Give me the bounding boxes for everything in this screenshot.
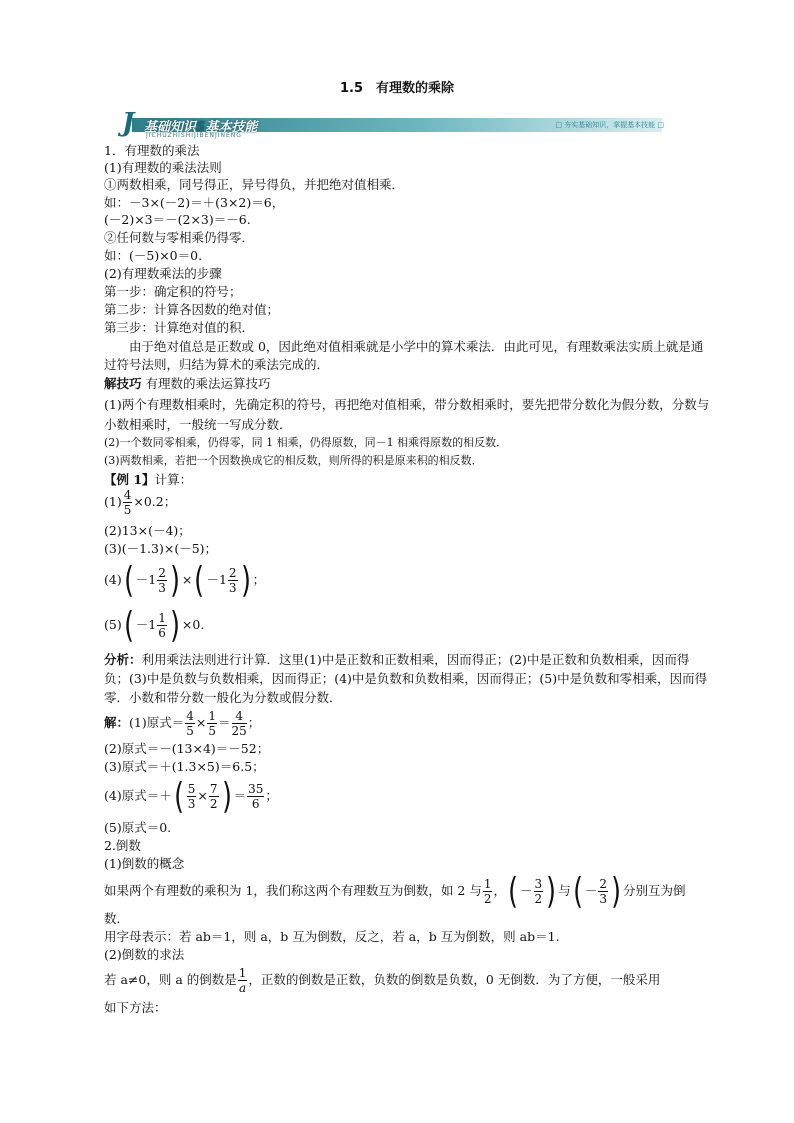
fraction: [185, 709, 195, 738]
whole-part: －1: [135, 572, 157, 587]
step-1: 第一步：确定积的符号；: [104, 284, 242, 299]
denominator: 6: [158, 626, 166, 640]
solution-2: (2)原式＝－(13×4)＝－52；: [104, 741, 270, 756]
subheading: (2)有理数乘法的步骤: [104, 266, 222, 281]
denominator: 3: [187, 797, 196, 811]
solution-4: [104, 776, 278, 816]
step-2: 第二步：计算各因数的绝对值；: [104, 302, 280, 317]
analysis-label: 分析：: [104, 652, 142, 667]
left-paren: (: [123, 559, 134, 601]
solution-label: 解：: [104, 715, 130, 730]
whole-part: －1: [206, 572, 227, 587]
reciprocal-definition: [104, 872, 686, 910]
solution-text: (4)原式＝＋: [104, 788, 172, 803]
example-line: 如：－3×(－2)＝＋(3×2)＝6，: [104, 195, 285, 210]
fraction: [207, 709, 217, 738]
solution-text: ；: [265, 788, 278, 803]
solution-5: (5)原式＝0.: [104, 820, 172, 835]
denominator: 2: [534, 892, 543, 906]
banner-subtitle: JICHUZHISHIJIBENJINENG: [146, 132, 242, 139]
numerator: 1: [158, 611, 166, 625]
paragraph: 由于绝对值总是正数或 0，因此绝对值相乘就是小学中的算术乘法．由此可见，有理数乘法实质上就是通过符号法则，归结为算术的乘法完成的．: [104, 339, 704, 372]
denominator: 5: [123, 503, 132, 517]
numerator: 35: [248, 782, 264, 796]
right-paren: ): [169, 559, 180, 601]
denominator: 3: [599, 892, 607, 906]
right-paren: ): [546, 870, 557, 912]
method-text: 若 a≠0，则 a 的倒数是: [104, 972, 237, 987]
example-prompt: 计算：: [154, 472, 193, 487]
operator: ＝: [218, 715, 231, 730]
numerator: 4: [123, 488, 132, 502]
denominator: 3: [158, 581, 166, 595]
banner-title-2: 基本技能: [205, 120, 258, 135]
banner-logo: J: [122, 108, 135, 138]
tip-heading: [104, 376, 271, 392]
question-4: [104, 560, 265, 600]
definition-text: 如果两个有理数的乘积为 1，我们称这两个有理数互为倒数，如 2 与: [104, 883, 482, 898]
numerator: 4: [232, 709, 247, 724]
right-paren: ): [611, 870, 621, 912]
subheading: (1)倒数的概念: [104, 856, 185, 871]
fraction: [598, 877, 608, 906]
numerator: 1: [208, 709, 216, 723]
question-number: (1): [104, 494, 122, 509]
denominator: 2: [209, 797, 218, 811]
denominator: 2: [483, 892, 492, 906]
example-label: 【例 1】: [104, 472, 155, 487]
numerator: 1: [238, 966, 247, 980]
definition-text: 与: [558, 883, 571, 898]
denominator: 3: [228, 581, 237, 595]
method-text: 如下方法：: [104, 1000, 167, 1015]
tip-label: 解技巧: [104, 376, 142, 391]
fraction: [247, 782, 264, 811]
numerator: 1: [483, 877, 492, 891]
subheading: (1)有理数的乘法法则: [104, 160, 222, 175]
fraction: [534, 877, 544, 906]
denominator: a: [239, 981, 247, 995]
fraction: [157, 611, 167, 640]
method-text: ，正数的倒数是正数，负数的倒数是负数，0 无倒数．为了方便，一般采用: [248, 972, 661, 987]
left-paren: (: [508, 870, 518, 912]
right-paren: ): [169, 604, 180, 646]
tip-title: 有理数的乘法运算技巧: [145, 376, 271, 391]
numerator: 2: [228, 566, 237, 580]
example-line: (－2)×3＝－(2×3)＝－6.: [104, 212, 251, 227]
solution-3: (3)原式＝＋(1.3×5)＝6.5；: [104, 759, 265, 774]
definition-text: 数．: [104, 911, 130, 926]
right-paren: ): [221, 775, 232, 817]
section-heading: 2.倒数: [104, 838, 141, 853]
step-3: 第三步：计算绝对值的积．: [104, 320, 255, 335]
question-3: (3)(－1.3)×(－5)；: [104, 541, 218, 556]
left-paren: (: [173, 775, 184, 817]
denominator: 5: [186, 724, 194, 738]
numerator: 2: [599, 877, 607, 891]
solution-text: (1)原式＝: [129, 715, 185, 730]
section-heading: 1．有理数的乘法: [104, 143, 200, 158]
question-number: (5): [104, 617, 122, 632]
tip-3: (3)两数相乘，若把一个因数换成它的相反数，则所得的积是原来积的相反数．: [104, 454, 483, 467]
page-title: 1.5 有理数的乘除: [339, 81, 455, 96]
question-1: [104, 486, 176, 518]
numerator: 3: [534, 877, 543, 891]
denominator: 6: [251, 797, 260, 811]
subheading: (2)倒数的求法: [104, 947, 185, 962]
fraction: [123, 488, 133, 517]
analysis-text: 利用乘法法则进行计算．这里(1)中是正数和正数相乘，因而得正；(2)中是正数和负数相乘，因而得负；(3)中是负数与负数相乘，因而得正；(4)中是负数和负数相乘，因而得正；(5)中是负数和零相乘，因而得零．小数和带分数一般化为分数或假分数．: [104, 652, 708, 705]
banner-slogan: □ 夯实基础知识，掌握基本技能 □: [555, 121, 664, 129]
letter-notation: 用字母表示：若 ab＝1，则 a，b 互为倒数，反之，若 a，b 互为倒数，则 ab＝1.: [104, 929, 560, 944]
left-paren: (: [572, 870, 583, 912]
operator: ×: [181, 572, 193, 587]
sign: －: [520, 883, 533, 898]
definition-text: 分别互为倒: [623, 883, 686, 898]
solution-1: [104, 706, 260, 740]
question-5: [104, 605, 204, 645]
question-text: ；: [252, 572, 266, 587]
fraction: [483, 877, 493, 906]
question-number: (4): [104, 572, 122, 587]
left-paren: (: [123, 604, 134, 646]
fraction: [232, 709, 247, 738]
section-banner: [122, 110, 670, 140]
right-paren: ): [240, 559, 251, 601]
tip-2: (2)一个数同零相乘，仍得零，同 1 相乘，仍得原数，同－1 相乘得原数的相反数．: [104, 436, 508, 449]
fraction: [228, 566, 238, 595]
fraction: [187, 782, 197, 811]
banner-logo-2: S: [196, 120, 206, 135]
solution-text: ；: [247, 715, 261, 730]
left-paren: (: [194, 559, 205, 601]
denominator: 5: [208, 724, 216, 738]
definition-text: ，: [493, 883, 506, 898]
fraction: [238, 966, 248, 995]
question-text: ×0.: [181, 617, 205, 632]
whole-part: －1: [135, 617, 157, 632]
numerator: 4: [186, 709, 194, 723]
denominator: 25: [231, 724, 247, 738]
rule-1: ①两数相乘，同号得正，异号得负，并把绝对值相乘．: [104, 177, 405, 192]
fraction: [209, 782, 219, 811]
question-text: ×0.2；: [133, 494, 177, 509]
banner-title-1: 基础知识: [144, 120, 197, 135]
numerator: 5: [187, 782, 196, 796]
sign: －: [584, 883, 598, 898]
analysis: [104, 650, 714, 707]
example-line: 如：(－5)×0＝0.: [104, 248, 203, 263]
reciprocal-method: [104, 962, 660, 998]
operator: ×: [197, 788, 208, 803]
question-2: (2)13×(－4)；: [104, 523, 191, 538]
numerator: 2: [158, 566, 166, 580]
tip-1: (1)两个有理数相乘时，先确定积的符号，再把绝对值相乘，带分数相乘时，要先把带分数化为假分数，分数与小数相乘时，一般统一写成分数．: [104, 397, 710, 432]
rule-2: ②任何数与零相乘仍得零．: [104, 230, 255, 245]
fraction: [157, 566, 167, 595]
operator: ＝: [233, 788, 247, 803]
numerator: 7: [209, 782, 218, 796]
operator: ×: [195, 715, 207, 730]
